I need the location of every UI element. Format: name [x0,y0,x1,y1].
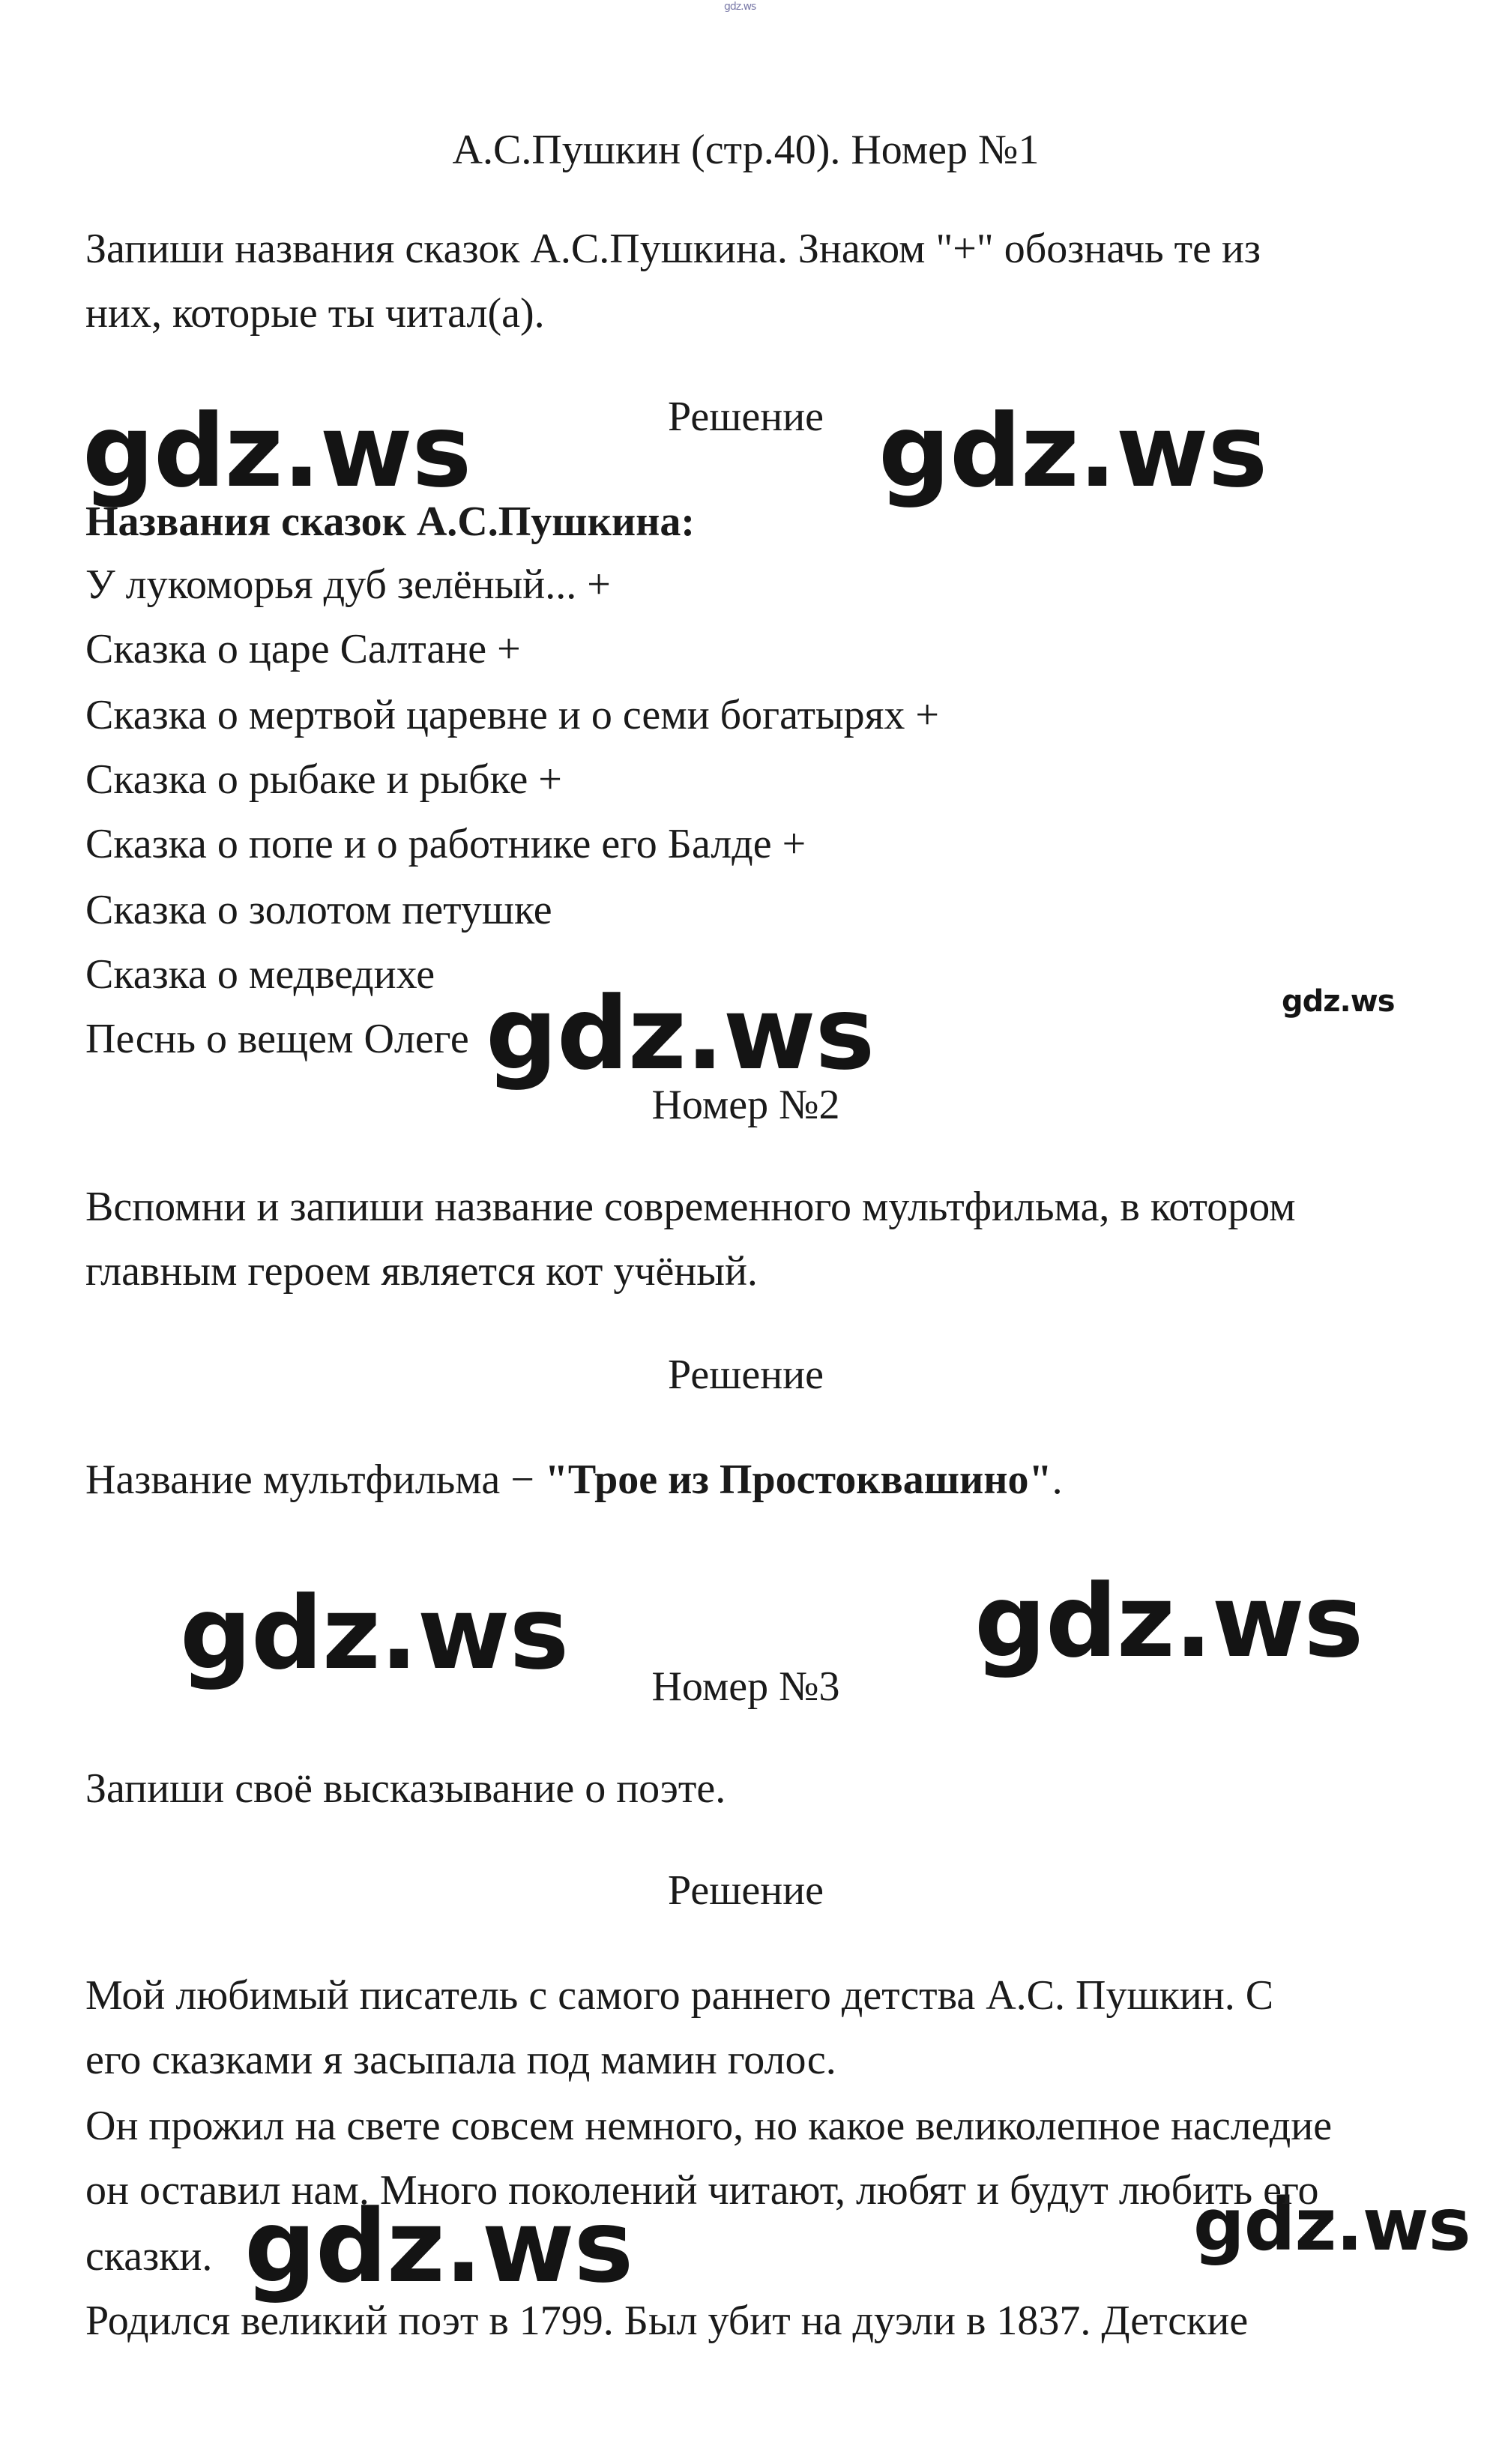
list-item: Сказка о золотом петушке [85,887,552,933]
watermark: gdz.ws [244,2188,633,2305]
task1-question-line: Запиши названия сказок А.С.Пушкина. Знаком "+" обозначь те из [85,226,1261,272]
task3-answer-line: сказки. [85,2233,213,2280]
task3-answer-line: его сказками я засыпала под мамин голос. [85,2037,836,2083]
task2-answer-title: "Трое из Простоквашино" [544,1457,1052,1503]
task2-answer-suffix: . [1052,1457,1063,1503]
list-item: У лукоморья дуб зелёный... + [85,561,611,608]
watermark: gdz.ws [1193,2183,1471,2267]
task3-heading: Номер №3 [651,1663,840,1710]
watermark: gdz.ws [974,1563,1363,1680]
watermark: gdz.ws [878,393,1267,510]
task2-answer-prefix: Название мультфильма − [85,1457,545,1503]
watermark: gdz.ws [82,393,471,510]
task1-list-heading: Названия сказок А.С.Пушкина: [85,498,696,545]
task1-solution-label: Решение [667,394,824,440]
task1-question-line: них, которые ты читал(а). [85,290,545,337]
watermark: gdz.ws [180,1575,569,1692]
list-item: Сказка о мертвой царевне и о семи богатырях + [85,692,939,738]
watermark-tiny: gdz.ws [724,1,756,13]
watermark: gdz.ws [1282,984,1395,1019]
list-item: Сказка о попе и о работнике его Балде + [85,821,806,867]
list-item: Сказка о медведихе [85,951,435,998]
list-item: Песнь о вещем Олеге [85,1016,469,1062]
task3-solution-label: Решение [667,1867,824,1914]
watermark: gdz.ws [486,975,875,1092]
task3-answer-line: Он прожил на свете совсем немного, но какое великолепное наследие [85,2103,1333,2149]
task3-answer-line: Мой любимый писатель с самого раннего детства А.С. Пушкин. С [85,1972,1274,2019]
task3-answer-line: он оставил нам. Много поколений читают, любят и будут любить его [85,2167,1319,2214]
list-item: Сказка о рыбаке и рыбке + [85,756,562,803]
task2-question-line: главным героем является кот учёный. [85,1248,758,1295]
task2-answer [85,1456,1063,1504]
page-title: А.С.Пушкин (стр.40). Номер №1 [452,127,1040,173]
task3-question: Запиши своё высказывание о поэте. [85,1765,726,1812]
task2-heading: Номер №2 [651,1082,840,1128]
list-item: Сказка о царе Салтане + [85,626,521,672]
task3-answer-line: Родился великий поэт в 1799. Был убит на дуэли в 1837. Детские [85,2298,1249,2344]
task2-solution-label: Решение [667,1352,824,1398]
task2-question-line: Вспомни и запиши название современного мультфильма, в котором [85,1184,1296,1230]
